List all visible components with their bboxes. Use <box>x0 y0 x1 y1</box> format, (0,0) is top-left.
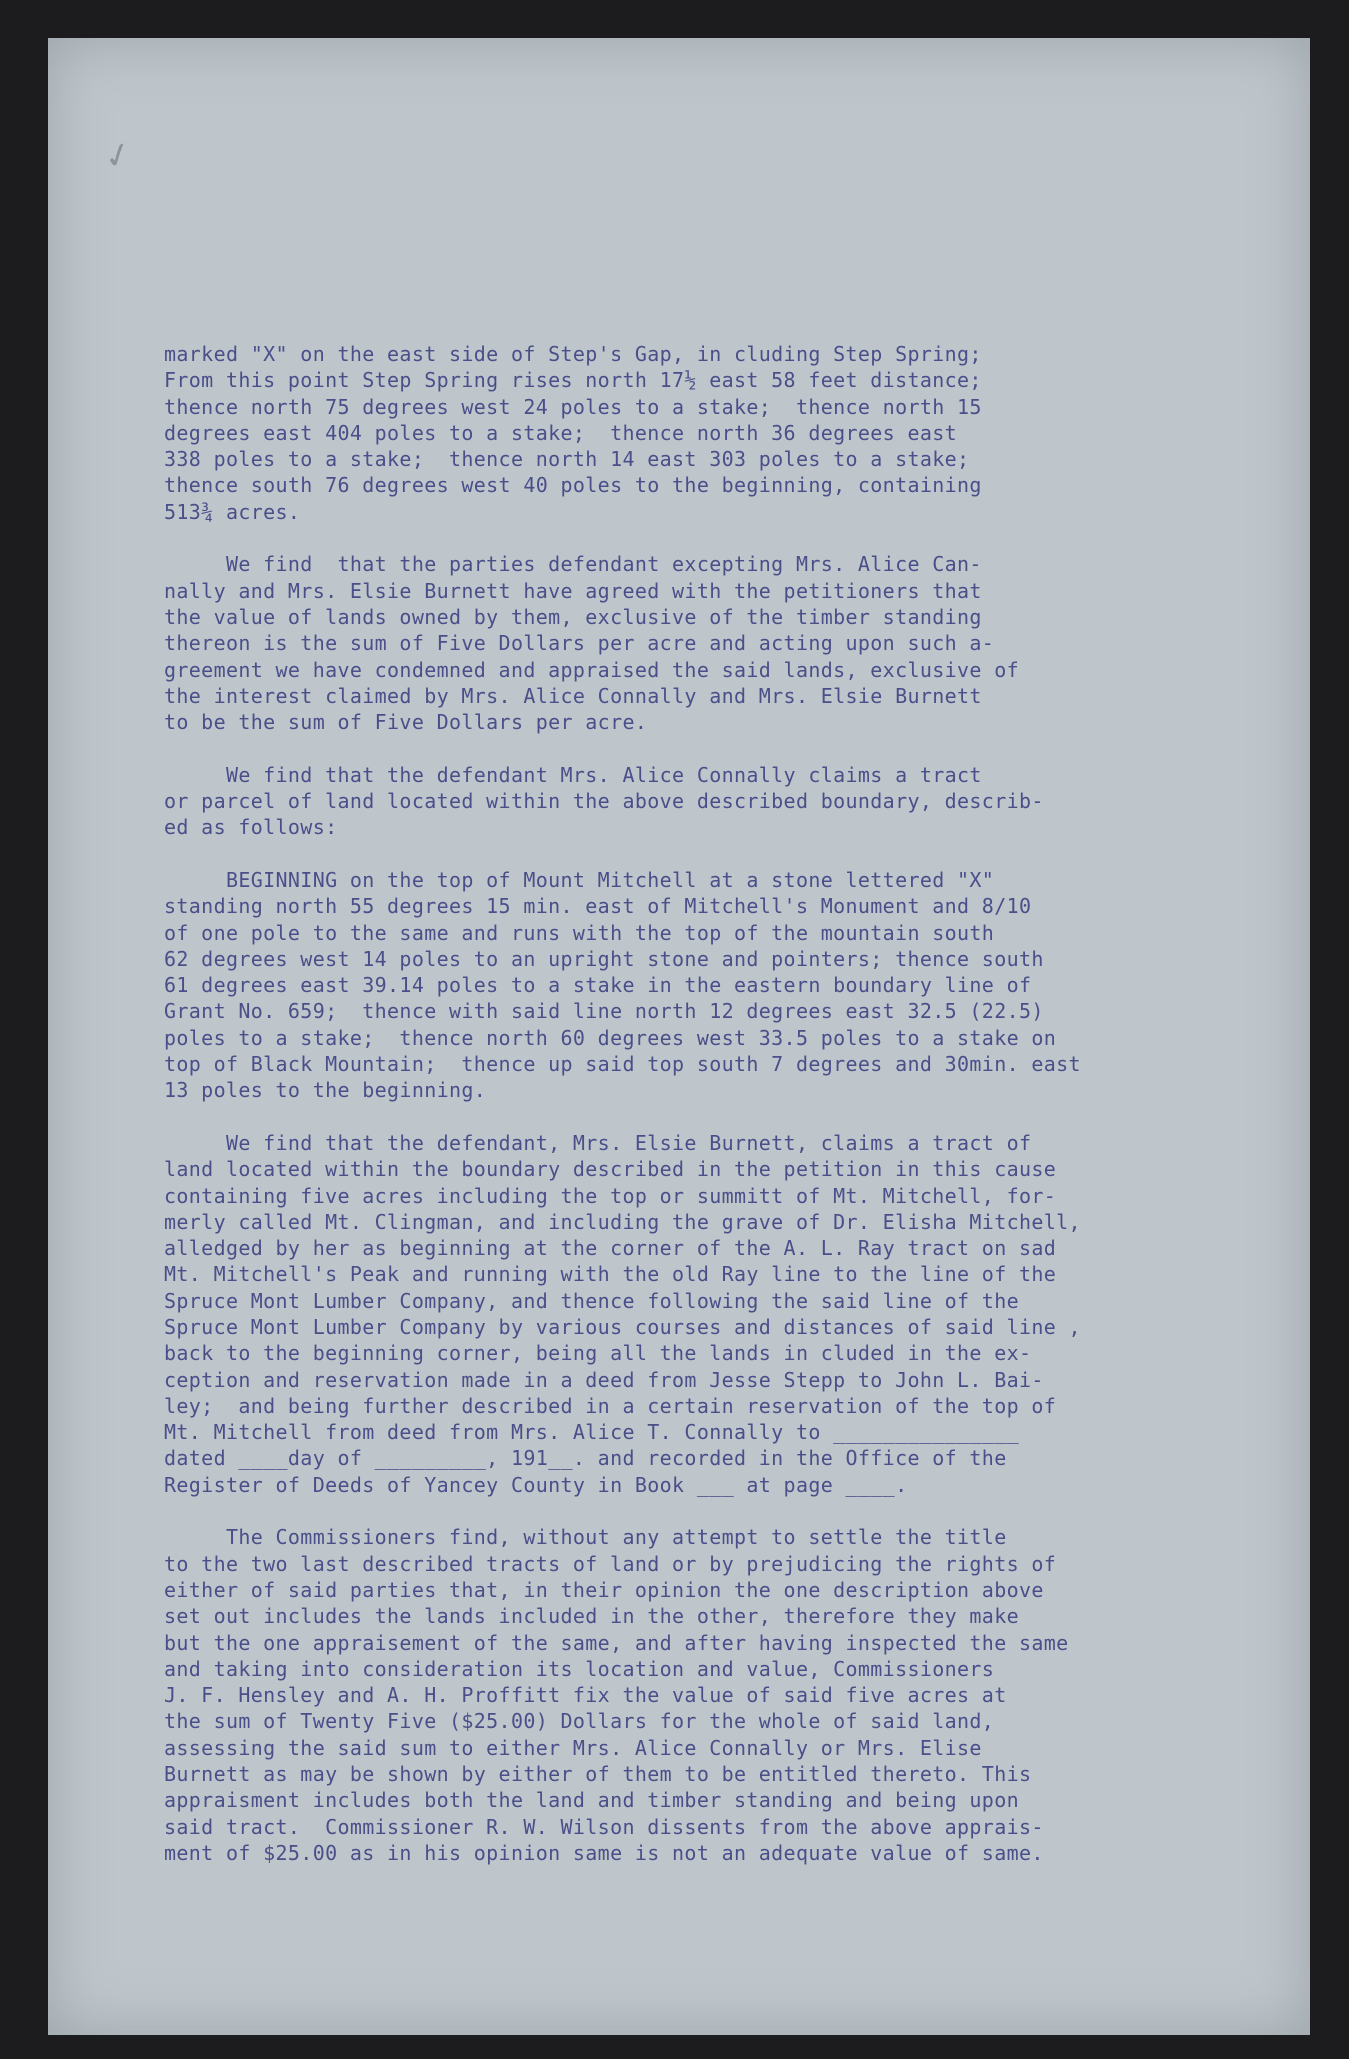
blank-line <box>164 841 1274 867</box>
text-line: of one pole to the same and runs with the top of the mountain south <box>164 920 995 945</box>
text-line: set out includes the lands included in the other, therefore they make <box>164 1604 1019 1629</box>
blank-line <box>164 525 1274 551</box>
text-line: J. F. Hensley and A. H. Proffitt fix the value of said five acres at <box>164 1683 1007 1708</box>
text-line: Spruce Mont Lumber Company by various courses and distances of said line , <box>164 1314 1081 1339</box>
text-line: greement we have condemned and appraised the said lands, exclusive of <box>164 657 1019 682</box>
text-line: The Commissioners find, without any attempt to settle the title <box>164 1525 1007 1550</box>
text-line: nally and Mrs. Elsie Burnett have agreed with the petitioners that <box>164 578 982 603</box>
text-line: or parcel of land located within the above described boundary, describ- <box>164 789 1044 814</box>
typed-text-body <box>164 341 1274 1866</box>
text-line: poles to a stake; thence north 60 degrees west 33.5 poles to a stake on <box>164 1025 1057 1050</box>
text-line: the interest claimed by Mrs. Alice Connally and Mrs. Elsie Burnett <box>164 683 982 708</box>
text-line: top of Black Mountain; thence up said top south 7 degrees and 30min. east <box>164 1052 1081 1077</box>
text-line: ed as follows: <box>164 815 338 840</box>
text-line: Register of Deeds of Yancey County in Book ___ at page ____. <box>164 1472 908 1497</box>
blank-line <box>164 735 1274 761</box>
text-line: thence south 76 degrees west 40 poles to the beginning, containing <box>164 473 982 498</box>
text-line: land located within the boundary described in the petition in this cause <box>164 1157 1057 1182</box>
blank-line <box>164 1498 1274 1524</box>
text-line: BEGINNING on the top of Mount Mitchell at a stone lettered "X" <box>164 867 995 892</box>
text-line: dated ____day of _________, 191__. and recorded in the Office of the <box>164 1446 1007 1471</box>
text-line: 338 poles to a stake; thence north 14 east 303 poles to a stake; <box>164 447 970 472</box>
text-line: standing north 55 degrees 15 min. east of Mitchell's Monument and 8/10 <box>164 894 1032 919</box>
text-line: Mt. Mitchell from deed from Mrs. Alice T. Connally to _______________ <box>164 1420 1019 1445</box>
text-line: either of said parties that, in their opinion the one description above <box>164 1577 1044 1602</box>
text-line: the value of lands owned by them, exclusive of the timber standing <box>164 604 982 629</box>
text-line: Burnett as may be shown by either of them to be entitled thereto. This <box>164 1762 1032 1787</box>
text-line: We find that the defendant Mrs. Alice Connally claims a tract <box>164 762 982 787</box>
text-line: appraisment includes both the land and timber standing and being upon <box>164 1788 1019 1813</box>
text-line: alledged by her as beginning at the corner of the A. L. Ray tract on sad <box>164 1236 1057 1261</box>
text-line: 513¾ acres. <box>164 499 301 524</box>
text-line: back to the beginning corner, being all the lands in cluded in the ex- <box>164 1341 1032 1366</box>
text-line: Spruce Mont Lumber Company, and thence following the said line of the <box>164 1288 1019 1313</box>
text-line: We find that the defendant, Mrs. Elsie Burnett, claims a tract of <box>164 1130 1032 1155</box>
text-line: degrees east 404 poles to a stake; thence north 36 degrees east <box>164 420 958 445</box>
text-line: but the one appraisement of the same, and after having inspected the same <box>164 1630 1069 1655</box>
text-line: the sum of Twenty Five ($25.00) Dollars for the whole of said land, <box>164 1709 995 1734</box>
text-line: to the two last described tracts of land or by prejudicing the rights of <box>164 1551 1057 1576</box>
text-line: 62 degrees west 14 poles to an upright stone and pointers; thence south <box>164 946 1044 971</box>
pencil-check-mark: ✓ <box>98 132 138 180</box>
text-line: and taking into consideration its location and value, Commissioners <box>164 1656 995 1681</box>
text-line: Mt. Mitchell's Peak and running with the old Ray line to the line of the <box>164 1262 1057 1287</box>
text-line: We find that the parties defendant excepting Mrs. Alice Can- <box>164 552 982 577</box>
text-line: ception and reservation made in a deed from Jesse Stepp to John L. Bai- <box>164 1367 1044 1392</box>
text-line: Grant No. 659; thence with said line north 12 degrees east 32.5 (22.5) <box>164 999 1044 1024</box>
text-line: merly called Mt. Clingman, and including the grave of Dr. Elisha Mitchell, <box>164 1209 1081 1234</box>
text-line: marked "X" on the east side of Step's Gap, in cluding Step Spring; <box>164 342 982 366</box>
text-line: ment of $25.00 as in his opinion same is not an adequate value of same. <box>164 1840 1044 1865</box>
text-line: containing five acres including the top or summitt of Mt. Mitchell, for- <box>164 1183 1057 1208</box>
text-line: assessing the said sum to either Mrs. Alice Connally or Mrs. Elise <box>164 1735 982 1760</box>
text-line: said tract. Commissioner R. W. Wilson dissents from the above apprais- <box>164 1814 1044 1839</box>
text-line: 13 poles to the beginning. <box>164 1078 487 1103</box>
document-page <box>48 38 1310 2035</box>
text-line: 61 degrees east 39.14 poles to a stake in the eastern boundary line of <box>164 973 1032 998</box>
text-line: thereon is the sum of Five Dollars per acre and acting upon such a- <box>164 631 995 656</box>
text-line: thence north 75 degrees west 24 poles to a stake; thence north 15 <box>164 394 982 419</box>
blank-line <box>164 1104 1274 1130</box>
text-line: ley; and being further described in a certain reservation of the top of <box>164 1393 1057 1418</box>
text-line: From this point Step Spring rises north 17½ east 58 feet distance; <box>164 368 982 393</box>
text-line: to be the sum of Five Dollars per acre. <box>164 710 648 735</box>
